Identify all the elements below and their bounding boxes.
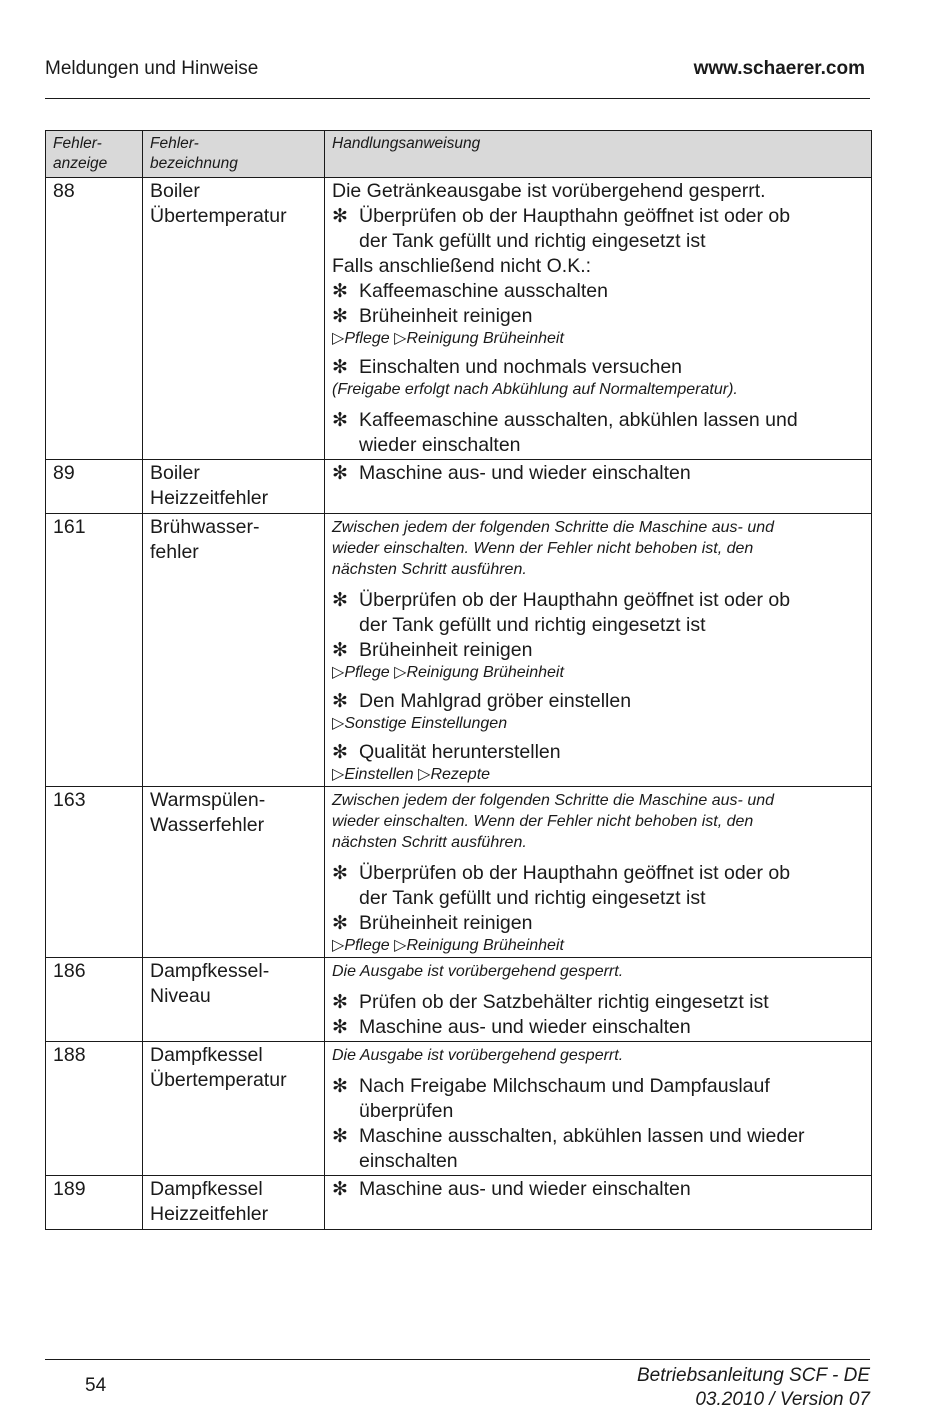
- instruction-step: ✻ Einschalten und nochmals versuchen: [332, 355, 864, 380]
- error-name: Boiler Übertemperatur: [143, 178, 325, 460]
- website-url: www.schaerer.com: [693, 58, 865, 79]
- instruction-note: (Freigabe erfolgt nach Abkühlung auf Normaltemperatur).: [332, 381, 738, 398]
- instructions: [325, 178, 872, 460]
- instructions: [325, 1042, 872, 1176]
- triangle-right-icon: ▷: [332, 330, 345, 347]
- instruction-text: Falls anschließend nicht O.K.:: [332, 255, 592, 277]
- instructions: [325, 787, 872, 958]
- header-error-code: Fehler- anzeige: [46, 131, 143, 178]
- instruction-intro: Die Getränkeausgabe ist vorübergehend gesperrt.: [332, 180, 766, 202]
- menu-path: ▷Sonstige Einstellungen: [332, 715, 508, 732]
- instructions: [325, 1176, 872, 1230]
- instruction-step: ✻ Den Mahlgrad gröber einstellen: [332, 689, 864, 714]
- instruction-step: ✻ Überprüfen ob der Haupthahn geöffnet ist oder ob der Tank gefüllt und richtig eingesetzt ist: [332, 861, 864, 911]
- document-info: [637, 1364, 870, 1412]
- footer-divider: [45, 1359, 870, 1360]
- instruction-step: ✻ Nach Freigabe Milchschaum und Dampfauslauf überprüfen: [332, 1074, 864, 1124]
- instruction-intro: Zwischen jedem der folgenden Schritte die Maschine aus- und wieder einschalten. Wenn der Fehler nicht behoben ist, den nächsten Schritt ausführen.: [332, 519, 775, 578]
- instruction-step: ✻ Brüheinheit reinigen: [332, 638, 864, 663]
- triangle-right-icon: ▷: [394, 937, 407, 954]
- triangle-right-icon: ▷: [394, 664, 407, 681]
- instruction-step: ✻ Überprüfen ob der Haupthahn geöffnet ist oder ob der Tank gefüllt und richtig eingesetzt ist: [332, 204, 864, 254]
- triangle-right-icon: ▷: [332, 937, 345, 954]
- menu-path: ▷Einstellen ▷Rezepte: [332, 766, 491, 783]
- table-row: [46, 958, 872, 1042]
- instruction-intro: Zwischen jedem der folgenden Schritte die Maschine aus- und wieder einschalten. Wenn der Fehler nicht behoben ist, den nächsten Schritt ausführen.: [332, 792, 775, 851]
- instruction-step: ✻ Maschine aus- und wieder einschalten: [332, 1015, 864, 1040]
- table-row: [46, 460, 872, 514]
- menu-path: ▷Pflege ▷Reinigung Brüheinheit: [332, 937, 564, 954]
- header-divider: [45, 98, 870, 99]
- menu-path: ▷Pflege ▷Reinigung Brüheinheit: [332, 330, 564, 347]
- instructions: [325, 460, 872, 514]
- error-table: [45, 130, 872, 1230]
- error-code: 189: [46, 1176, 143, 1230]
- error-code: 88: [46, 178, 143, 460]
- instruction-step: ✻ Überprüfen ob der Haupthahn geöffnet ist oder ob der Tank gefüllt und richtig eingesetzt ist: [332, 588, 864, 638]
- header-error-name: Fehler- bezeichnung: [143, 131, 325, 178]
- table-row: [46, 1176, 872, 1230]
- table-row: [46, 787, 872, 958]
- error-name: Dampfkessel- Niveau: [143, 958, 325, 1042]
- instruction-intro: Die Ausgabe ist vorübergehend gesperrt.: [332, 1047, 624, 1064]
- table-row: [46, 1042, 872, 1176]
- triangle-right-icon: ▷: [332, 715, 345, 732]
- page-number: 54: [85, 1375, 107, 1396]
- error-name: Warmspülen- Wasserfehler: [143, 787, 325, 958]
- instruction-step: ✻ Maschine aus- und wieder einschalten: [332, 461, 864, 486]
- instruction-step: ✻ Kaffeemaschine ausschalten, abkühlen lassen und wieder einschalten: [332, 408, 864, 458]
- instruction-intro: Die Ausgabe ist vorübergehend gesperrt.: [332, 963, 624, 980]
- instruction-step: ✻ Prüfen ob der Satzbehälter richtig eingesetzt ist: [332, 990, 864, 1015]
- header-instructions: Handlungsanweisung: [325, 131, 872, 178]
- menu-path: ▷Pflege ▷Reinigung Brüheinheit: [332, 664, 564, 681]
- triangle-right-icon: ▷: [418, 766, 431, 783]
- table-row: [46, 514, 872, 787]
- instruction-step: ✻ Qualität herunterstellen: [332, 740, 864, 765]
- instruction-step: ✻ Maschine ausschalten, abkühlen lassen und wieder einschalten: [332, 1124, 864, 1174]
- instruction-step: ✻ Brüheinheit reinigen: [332, 304, 864, 329]
- section-title: Meldungen und Hinweise: [45, 58, 259, 79]
- error-name: Dampfkessel Übertemperatur: [143, 1042, 325, 1176]
- document-title: Betriebsanleitung SCF - DE: [636, 1365, 870, 1386]
- document-version: 03.2010 / Version 07: [695, 1389, 870, 1410]
- instructions: [325, 514, 872, 787]
- instruction-step: ✻ Maschine aus- und wieder einschalten: [332, 1177, 864, 1202]
- triangle-right-icon: ▷: [332, 766, 345, 783]
- triangle-right-icon: ▷: [394, 330, 407, 347]
- table-row: [46, 178, 872, 460]
- error-code: 161: [46, 514, 143, 787]
- table-header-row: [46, 131, 872, 178]
- error-code: 89: [46, 460, 143, 514]
- error-code: 186: [46, 958, 143, 1042]
- triangle-right-icon: ▷: [332, 664, 345, 681]
- error-name: Dampfkessel Heizzeitfehler: [143, 1176, 325, 1230]
- error-name: Boiler Heizzeitfehler: [143, 460, 325, 514]
- error-code: 163: [46, 787, 143, 958]
- error-name: Brühwasser- fehler: [143, 514, 325, 787]
- instructions: [325, 958, 872, 1042]
- error-code: 188: [46, 1042, 143, 1176]
- instruction-step: ✻ Kaffeemaschine ausschalten: [332, 279, 864, 304]
- instruction-step: ✻ Brüheinheit reinigen: [332, 911, 864, 936]
